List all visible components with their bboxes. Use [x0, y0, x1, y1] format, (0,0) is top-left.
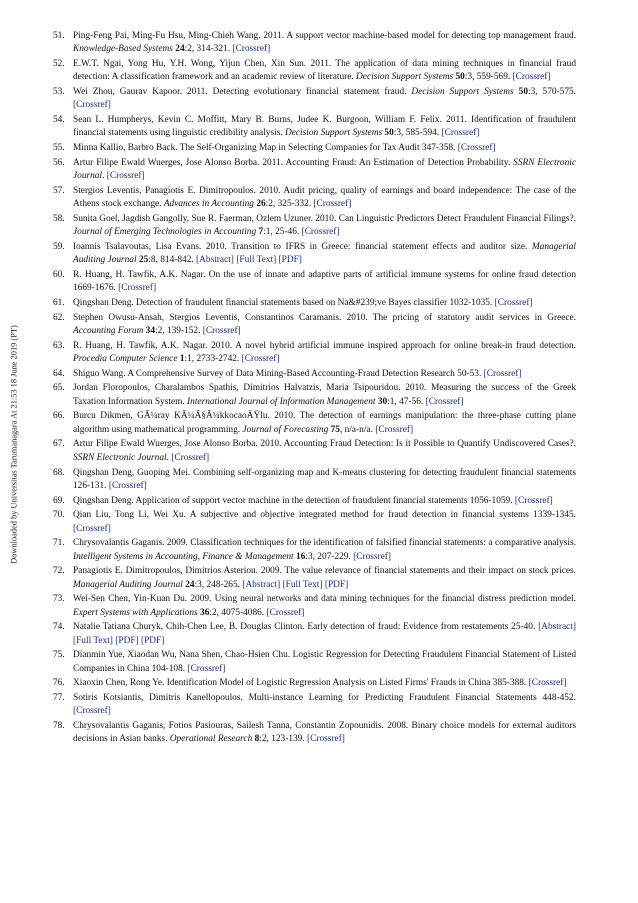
citation-text: Artur Filipe Ewald Wuerges, Jose Alonso Borba. 2011. Accounting Fraud: An Estimation of Detection Probability. — [73, 157, 514, 168]
citation-text: Qingshan Deng. Application of support vector machine in the detection of fraudulent financial statements 1056-1059. — [73, 495, 515, 506]
reference-item — [53, 720, 576, 747]
reference-text — [73, 537, 576, 564]
reference-item — [53, 649, 576, 676]
reference-number: 76. — [53, 678, 65, 689]
journal-title: Operational Research — [169, 734, 253, 745]
citation-text: Dianmin Yue, Xiaodan Wu, Nana Shen, Chao-Hsien Chu. Logistic Regression for Detecting Fraudulent Financial Statement of Listed Companies in China 104-108. — [73, 650, 576, 674]
reference-text — [73, 438, 576, 465]
volume-number: 30 — [377, 396, 388, 407]
citation-text: :3, 248-265. — [194, 579, 243, 590]
reference-text — [73, 241, 576, 268]
crossref-link[interactable]: [Crossref] — [171, 452, 210, 463]
full-text-link[interactable]: [Full Text] — [73, 635, 113, 646]
citation-text: :2, 139-152. — [155, 326, 203, 336]
reference-text — [73, 692, 576, 719]
journal-title: SSRN Electronic Journal — [73, 452, 167, 463]
volume-number: 24 — [175, 44, 185, 55]
reference-number: 55. — [53, 143, 65, 154]
citation-text: Ioannis Tsalavoutas, Lisa Evans. 2010. Transition to IFRS in Greece: financial statement effects and auditor size. — [73, 241, 532, 252]
citation-text: Qingshan Deng. Detection of fraudulent financial statements based on Na&#239;ve Bayes classifier 1032-1035. — [73, 297, 495, 308]
reference-number: 56. — [53, 157, 65, 168]
citation-text: . — [166, 452, 172, 463]
citation-text: Qingshan Deng, Guoping Mei. Combining self-organizing map and K-means clustering for detecting fraudulent financial statements 126-131. — [73, 467, 576, 491]
volume-number: 50 — [518, 87, 528, 98]
citation-text: :1, 47-56. — [387, 396, 426, 407]
abstract-link[interactable]: [Abstract] — [196, 255, 234, 266]
journal-title: Advances in Accounting — [163, 199, 254, 210]
reference-number: 74. — [53, 622, 65, 633]
crossref-link[interactable]: [Crossref] — [353, 551, 391, 562]
reference-number: 69. — [53, 495, 65, 506]
reference-item — [53, 692, 576, 719]
journal-title: Journal of Forecasting — [242, 424, 329, 435]
reference-item — [53, 213, 576, 240]
citation-text: Shiguo Wang. A Comprehensive Survey of Data Mining-Based Accounting-Fraud Detection Research 50-53. — [73, 368, 484, 379]
citation-text: Wei Zhou, Gaurav Kapoor. 2011. Detecting evolutionary financial statement fraud. — [73, 87, 412, 98]
reference-item — [53, 86, 576, 113]
citation-text: Xiaoxin Chen, Rong Ye. Identification Model of Logistic Regression Analysis on Listed Firms' Frauds in China 385-388. — [73, 678, 529, 689]
reference-item — [53, 410, 576, 437]
citation-text: :3, 585-594. — [393, 128, 442, 139]
citation-text: :2, 4075-4086. — [209, 607, 267, 618]
crossref-link[interactable]: [Crossref] — [108, 480, 147, 491]
citation-text: :3, 559-569. — [464, 72, 513, 83]
volume-number: 1 — [179, 354, 185, 365]
reference-text — [73, 58, 576, 85]
reference-number: 73. — [53, 594, 65, 605]
reference-number: 57. — [53, 185, 65, 196]
citation-text: E.W.T. Ngai, Yong Hu, Y.H. Wong, Yijun Chen, Xin Sun. 2011. The application of data mining techniques in financial fraud detection: A classification framework and an academic review of literature. — [73, 59, 576, 83]
citation-text: :2, 325-332. — [265, 199, 314, 210]
reference-number: 61. — [53, 297, 65, 308]
reference-item — [53, 438, 576, 465]
reference-text — [73, 467, 576, 494]
crossref-link[interactable]: [Crossref] — [266, 607, 305, 618]
reference-text — [73, 297, 576, 310]
crossref-link[interactable]: [Crossref] — [514, 495, 553, 506]
reference-number: 62. — [53, 312, 65, 323]
reference-text — [73, 565, 576, 592]
reference-item — [53, 677, 576, 690]
citation-text: :1, 25-46. — [263, 227, 302, 238]
reference-number: 52. — [53, 59, 65, 70]
reference-item — [53, 114, 576, 141]
journal-title: Knowledge-Based Systems — [73, 44, 173, 55]
reference-item — [53, 58, 576, 85]
reference-number: 68. — [53, 467, 65, 478]
reference-text — [73, 410, 576, 437]
crossref-link[interactable]: [Crossref] — [494, 297, 533, 308]
citation-text: :3, 570-575. — [527, 87, 577, 98]
reference-item — [53, 565, 576, 592]
citation-text: R. Huang, H. Tawfik, A.K. Nagar. 2010. A novel hybrid artificial immune inspired approach for online break-in fraud detection. — [73, 340, 576, 351]
reference-number: 66. — [53, 411, 65, 422]
reference-text — [73, 312, 576, 339]
reference-text — [73, 368, 576, 381]
citation-text: :2, 314-321. — [184, 44, 233, 55]
reference-list — [53, 30, 576, 748]
journal-title: Intelligent Systems in Accounting, Finance & Management — [73, 551, 294, 562]
crossref-link[interactable]: [Crossref] — [118, 283, 157, 294]
citation-text: . — [102, 171, 107, 182]
reference-number: 64. — [53, 368, 65, 379]
citation-text: Burcu Dikmen, GÃ¼ray KÃ¼Ã§Ã¼kkocaoÄŸlu. 2010. The detection of earnings manipulation: the three-phase cutting plane algorithm using mathematical programming. — [73, 411, 576, 435]
reference-number: 63. — [53, 340, 65, 351]
journal-title: Procedia Computer Science — [73, 354, 178, 365]
reference-item — [53, 297, 576, 310]
crossref-link[interactable]: [Crossref] — [202, 326, 241, 336]
crossref-link[interactable]: [Crossref] — [73, 706, 111, 717]
reference-text — [73, 720, 576, 747]
journal-title: SSRN Electronic Journal — [73, 157, 576, 182]
reference-text — [73, 593, 576, 620]
reference-number: 70. — [53, 510, 65, 521]
journal-title: Expert Systems with Applications — [73, 607, 198, 618]
journal-title: Decision Support Systems — [285, 128, 383, 139]
citation-text: :3, 207-229. — [305, 551, 354, 562]
crossref-link[interactable]: [Crossref] — [241, 354, 280, 365]
reference-item — [53, 621, 576, 648]
citation-text: :1, 2733-2742. — [184, 354, 242, 365]
citation-text: Sotiris Kotsiantis, Dimitris Kanellopoulos. Multi-instance Learning for Predicting Fraudulent Financial Statements 448-452. — [73, 693, 576, 704]
journal-title: International Journal of Information Management — [187, 396, 376, 407]
reference-number: 75. — [53, 650, 65, 661]
reference-number: 77. — [53, 693, 65, 704]
reference-text — [73, 213, 576, 240]
reference-text — [73, 185, 576, 212]
reference-item — [53, 495, 576, 508]
crossref-link[interactable]: [Crossref] — [73, 523, 111, 534]
reference-number: 71. — [53, 538, 65, 549]
abstract-link[interactable]: [Abstract] — [538, 622, 576, 633]
crossref-link[interactable]: [Crossref] — [528, 678, 567, 689]
reference-item — [53, 467, 576, 494]
abstract-link[interactable]: [Abstract] — [242, 579, 281, 590]
reference-text — [73, 269, 576, 296]
reference-text — [73, 382, 576, 409]
pdf-link[interactable]: [PDF] — [278, 255, 302, 266]
citation-text: Stergios Leventis, Panagiotis E. Dimitropoulos. 2010. Audit pricing, quality of earnings and board independence: The case of the Athens stock exchange. — [73, 185, 576, 210]
reference-text — [73, 621, 576, 648]
reference-number: 78. — [53, 721, 65, 732]
crossref-link[interactable]: [Crossref] — [512, 72, 551, 83]
citation-text: Sunita Goel, Jagdish Gangolly, Sue R. Faerman, Ozlem Uzuner. 2010. Can Linguistic Predictors Detect Fraudulent Financial Filings?. — [73, 213, 576, 224]
reference-text — [73, 495, 576, 508]
reference-number: 51. — [53, 31, 65, 41]
journal-title: Decision Support Systems — [356, 72, 454, 83]
reference-item — [53, 241, 576, 268]
volume-number: 36 — [200, 607, 210, 618]
volume-number: 75 — [330, 424, 340, 435]
reference-number: 65. — [53, 383, 65, 394]
reference-text — [73, 142, 576, 155]
citation-text: R. Huang, H. Tawfik, A.K. Nagar. On the use of innate and adaptive parts of artificial immune systems for online fraud detection 1669-1676. — [73, 269, 576, 294]
crossref-link[interactable]: [Crossref] — [301, 227, 340, 238]
pdf-link[interactable]: [PDF] — [140, 635, 165, 646]
reference-text — [73, 509, 576, 536]
reference-item — [53, 185, 576, 212]
reference-item — [53, 537, 576, 564]
citation-text: Qian Liu, Tong Li, Wei Xu. A subjective and objective integrated method for fraud detection in financial systems 1339-1345. — [73, 510, 576, 521]
reference-item — [53, 593, 576, 620]
journal-title: Accounting Forum — [73, 326, 144, 336]
citation-text: Stephen Owusu-Ansah, Stergios Leventis, Constantinos Caramanis. 2010. The pricing of statutory audit services in Greece. — [73, 312, 576, 323]
citation-text: Jordan Floropoulos, Charalambos Spathis, Dimitrios Halvatzis, Maria Tsipouridou. 2010. Measuring the success of the Greek Taxation Information System. — [73, 383, 576, 407]
citation-text: Ping-Feng Pai, Ming-Fu Hsu, Ming-Chieh Wang. 2011. A support vector machine-based model for detecting top management fraud. — [73, 31, 576, 41]
reference-item — [53, 382, 576, 409]
citation-text: Chrysovalantis Gaganis, Fotios Pasiouras, Sailesh Tanna, Constantin Zopounidis. 2008. Binary choice models for external auditors decisions in Asian banks. — [73, 721, 576, 745]
citation-text: Sean L. Humpherys, Kevin C. Moffitt, Mary B. Burns, Judee K. Burgoon, William F. Felix. 2011. Identification of fraudulent financial statements using linguistic credibility analysis. — [73, 115, 576, 139]
pdf-link[interactable]: [PDF] — [324, 579, 349, 590]
volume-number: 24 — [185, 579, 195, 590]
citation-text: , n/a-n/a. — [339, 424, 376, 435]
reference-number: 58. — [53, 213, 65, 224]
reference-item — [53, 30, 576, 57]
crossref-link[interactable]: [Crossref] — [313, 199, 352, 210]
journal-title: Managerial Auditing Journal — [73, 241, 576, 266]
reference-item — [53, 368, 576, 381]
reference-text — [73, 677, 576, 690]
reference-text — [73, 649, 576, 676]
crossref-link[interactable]: [Crossref] — [106, 171, 145, 182]
pdf-link[interactable]: [PDF] — [115, 635, 139, 646]
citation-text: Natalie Tatiana Churyk, Chih-Chen Lee, B. Douglas Clinton. Early detection of fraud: Evidence from restatements 25-40. — [73, 622, 539, 633]
reference-text — [73, 157, 576, 184]
crossref-link[interactable]: [Crossref] — [441, 128, 480, 139]
reference-text — [73, 340, 576, 367]
crossref-link[interactable]: [Crossref] — [375, 424, 414, 435]
citation-text: Wei-Sen Chen, Yin-Kuan Du. 2009. Using neural networks and data mining techniques for the financial distress prediction model. — [73, 594, 576, 605]
crossref-link[interactable]: [Crossref] — [73, 100, 111, 111]
volume-number: 7 — [258, 227, 264, 238]
journal-title: Managerial Auditing Journal — [73, 579, 183, 590]
reference-text — [73, 30, 576, 57]
citation-text: Chrysovalantis Gaganis. 2009. Classification techniques for the identification of falsified financial statements: a comparative analysis. — [73, 538, 576, 549]
crossref-link[interactable]: [Crossref] — [232, 44, 271, 55]
citation-text: :8, 814-842. — [148, 255, 197, 266]
citation-text: :2, 123-139. — [259, 734, 308, 745]
volume-number: 25 — [138, 255, 149, 266]
citation-text: Panagiotis E. Dimitropoulos, Dimitrios Asteriou. 2009. The value relevance of financial statements and their impact on stock prices. — [73, 566, 576, 577]
reference-item — [53, 142, 576, 155]
download-watermark: Downloaded by Universitas Tarumanagara At 21:53 18 June 2019 (PT) — [9, 325, 19, 564]
journal-title: Decision Support Systems — [411, 87, 514, 98]
volume-number: 16 — [296, 551, 306, 562]
crossref-link[interactable]: [Crossref] — [457, 143, 496, 154]
volume-number: 34 — [145, 326, 156, 336]
reference-number: 59. — [53, 241, 65, 252]
volume-number: 50 — [384, 128, 394, 139]
reference-item — [53, 509, 576, 536]
volume-number: 50 — [455, 72, 465, 83]
reference-item — [53, 269, 576, 296]
citation-text: Artur Filipe Ewald Wuerges, Jose Alonso Borba. 2010. Accounting Fraud Detection: Is it Possible to Quantify Undiscovered Cases?. — [73, 439, 576, 450]
reference-item — [53, 340, 576, 367]
reference-item — [53, 157, 576, 184]
journal-title: Journal of Emerging Technologies in Accounting — [73, 227, 257, 238]
full-text-link[interactable]: [Full Text] — [282, 579, 323, 590]
crossref-link[interactable]: [Crossref] — [425, 396, 464, 407]
reference-item — [53, 312, 576, 339]
citation-text: Minna Kallio, Barbro Back. The Self-Organizing Map in Selecting Companies for Tax Audit 347-358. — [73, 143, 458, 154]
crossref-link[interactable]: [Crossref] — [307, 734, 345, 745]
reference-number: 53. — [53, 87, 65, 98]
crossref-link[interactable]: [Crossref] — [187, 663, 226, 674]
reference-number: 54. — [53, 115, 65, 126]
full-text-link[interactable]: [Full Text] — [236, 255, 277, 266]
volume-number: 8 — [254, 734, 260, 745]
reference-text — [73, 114, 576, 141]
reference-number: 67. — [53, 439, 65, 450]
reference-number: 72. — [53, 566, 65, 577]
reference-number: 60. — [53, 269, 65, 280]
crossref-link[interactable]: [Crossref] — [483, 368, 522, 379]
reference-text — [73, 86, 576, 113]
volume-number: 26 — [256, 199, 266, 210]
